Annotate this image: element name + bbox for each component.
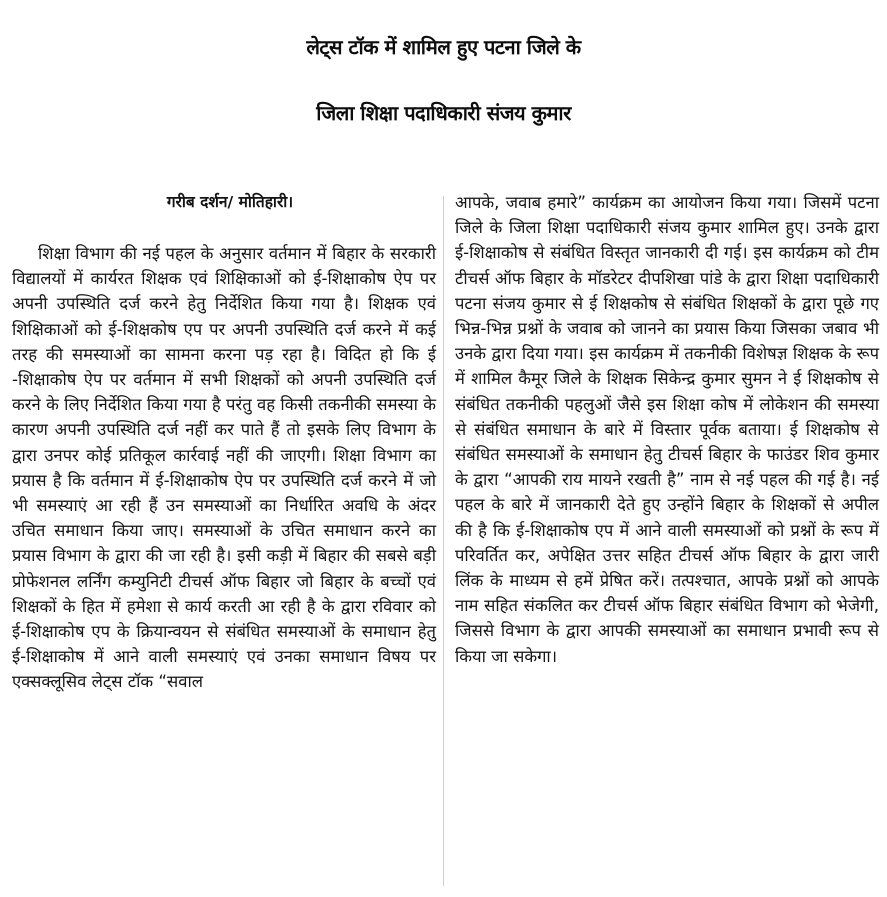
headline [0,14,887,146]
article-body-left: शिक्षा विभाग की नई पहल के अनुसार वर्तमान में बिहार के सरकारी विद्यालयों में कार्यरत शिक्षक एवं शिक्षिकाओं को ई-शिक्षाकोष ऐप पर अपनी उपस्थिति दर्ज करने हेतु निर्देशित किया गया है। शिक्षक एवं शिक्षिकाओं को ई-शिक्षकोष एप पर अपनी उपस्थिति दर्ज करने में कई तरह की समस्याओं का सामना करना पड़ रहा है। विदित हो कि ई -शिक्षाकोष ऐप पर वर्तमान में सभी शिक्षकों को अपनी उपस्थिति दर्ज करने के लिए निर्देशित किया गया है परंतु वह किसी तकनीकी समस्या के कारण अपनी उपस्थिति दर्ज नहीं कर पाते हैं तो इसके लिए विभाग के द्वारा उनपर कोई प्रतिकूल कार्रवाई नहीं की जाएगी। शिक्षा विभाग का प्रयास है कि वर्तमान में ई-शिक्षाकोष ऐप पर उपस्थिति दर्ज करने में जो भी समस्याएं आ रही हैं उन समस्याओं का निर्धारित अवधि के अंदर उचित समाधान किया जाए। समस्याओं के उचित समाधान करने का प्रयास विभाग के द्वारा की जा रही है। इसी कड़ी में बिहार की सबसे बड़ी प्रोफेशनल लर्निंग कम्युनिटी टीचर्स ऑफ बिहार जो बिहार के बच्चों एवं शिक्षकों के हित में हमेशा से कार्य करती आ रही है के द्वारा रविवार को ई-शिक्षाकोष एप के क्रियान्वयन से संबंधित समस्याओं के समाधान हेतु ई-शिक्षाकोष में आने वाली समस्याएं एवं उनका समाधान विषय पर एक्सक्लूसिव लेट्स टॉक “सवाल [12,244,436,692]
article-column-right [455,190,879,669]
article-column-left [12,190,436,695]
article-body-right: आपके, जवाब हमारे” कार्यक्रम का आयोजन किया गया। जिसमें पटना जिले के जिला शिक्षा पदाधिकारी संजय कुमार शामिल हुए। उनके द्वारा ई-शिक्षाकोष से संबंधित विस्तृत जानकारी दी गई। इस कार्यक्रम को टीम टीचर्स ऑफ बिहार के मॉडरेटर दीपशिखा पांडे के द्वारा शिक्षा पदाधिकारी पटना संजय कुमार से ई शिक्षकोष से संबंधित शिक्षकों के द्वारा पूछे गए भिन्न-भिन्न प्रश्नों के जवाब को जानने का प्रयास किया जिसका जबाव भी उनके द्वारा दिया गया। इस कार्यक्रम में तकनीकी विशेषज्ञ शिक्षक के रूप में शामिल कैमूर जिले के शिक्षक सिकेन्द्र कुमार सुमन ने ई शिक्षकोष से संबंधित तकनीकी पहलुओं जैसे इस शिक्षा कोष में लोकेशन की समस्या से संबंधित समाधान के बारे में विस्तार पूर्वक बताया। ई शिक्षकोष से संबंधित समस्याओं के समाधान हेतु टीचर्स बिहार के फाउंडर शिव कुमार के द्वारा “आपकी राय मायने रखती है” नाम से नई पहल की गई है। नई पहल के बारे में जानकारी देते हुए उन्होंने बिहार के शिक्षकों से अपील की है कि ई-शिक्षाकोष एप में आने वाली समस्याओं को प्रश्नों के रूप में परिवर्तित कर, अपेक्षित उत्तर सहित टीचर्स ऑफ बिहार के द्वारा जारी लिंक के माध्यम से हमें प्रेषित करें। तत्पश्चात, आपके प्रश्नों को आपके नाम सहित संकलित कर टीचर्स ऑफ बिहार संबंधित विभाग को भेजेगी, जिससे विभाग के द्वारा आपकी समस्याओं का समाधान प्रभावी रूप से किया जा सकेगा। [455,193,879,666]
headline-line-1: लेट्स टॉक में शामिल हुए पटना जिले के [306,35,581,59]
headline-line-2: जिला शिक्षा पदाधिकारी संजय कुमार [316,101,571,125]
byline: गरीब दर्शन/ मोतिहारी। [166,193,294,211]
column-divider [443,196,444,886]
